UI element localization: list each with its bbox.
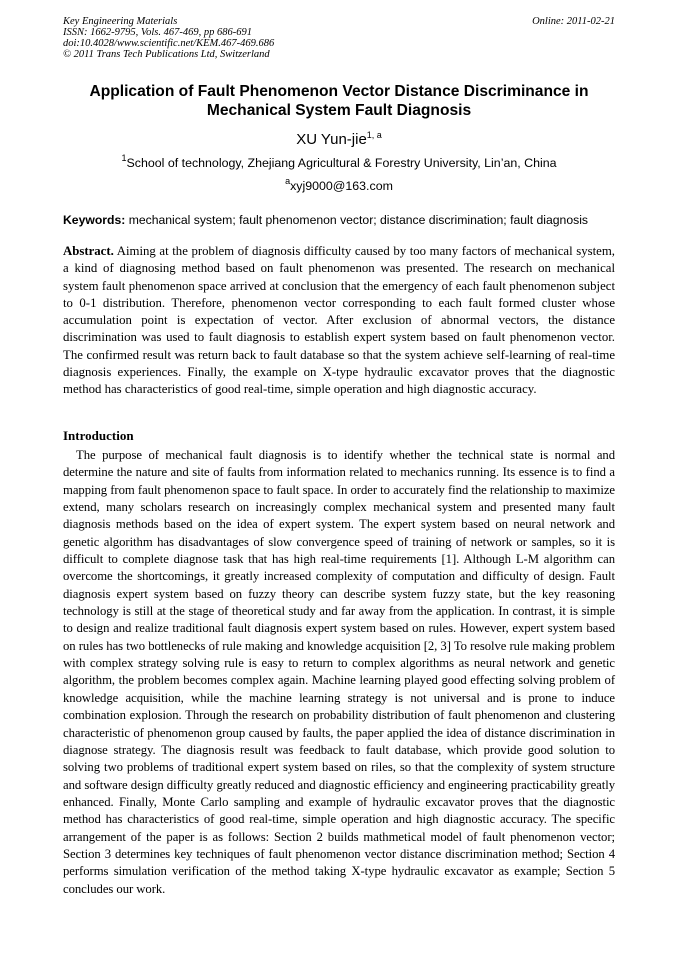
author-line — [63, 131, 615, 149]
keywords-text: mechanical system; fault phenomenon vector; distance discrimination; fault diagnosis — [125, 213, 588, 227]
section-heading-introduction: Introduction — [63, 428, 134, 443]
abstract-label: Abstract. — [63, 244, 114, 258]
affiliation-line — [63, 153, 615, 171]
paper-title: Application of Fault Phenomenon Vector Distance Discriminance in Mechanical System Fault Diagnosis — [89, 83, 589, 119]
email-superscript: a — [285, 176, 291, 186]
copyright-line: © 2011 Trans Tech Publications Ltd, Switzerland — [63, 49, 270, 60]
abstract-paragraph — [63, 243, 615, 399]
abstract-text: Aiming at the problem of diagnosis difficulty caused by too many factors of mechanical system, a kind of diagnosing method based on fault phenomenon was presented. The research on mechanical system fault phenomenon space arrived at conclusion that the emergency of each fault phenomenon subject to 0-1 distribution. Therefore, phenomenon vector corresponding to each fault formed cluster whose accumulation point is expectation of vector. After exclusion of abnormal vectors, the distance discrimination was used to fault diagnosis to establish expert system based on fault phenomenon vector. The confirmed result was return back to fault database so that the system achieve self-learning of real-time diagnosis experiences. Finally, the example on X-type hydraulic excavator proves that the diagnostic method has characteristics of good real-time, simple operation and high diagnostic accuracy. — [63, 244, 615, 397]
journal-header — [63, 16, 615, 60]
doi-line: doi:10.4028/www.scientific.net/KEM.467-469.686 — [63, 38, 275, 49]
header-first-row — [63, 16, 615, 27]
author-superscript: 1, a — [366, 130, 382, 140]
affiliation-superscript: 1 — [121, 153, 127, 163]
email-line — [63, 176, 615, 194]
issn-line: ISSN: 1662-9795, Vols. 467-469, pp 686-691 — [63, 27, 252, 38]
keywords-label: Keywords: — [63, 213, 126, 227]
author-name: XU Yun-jie — [296, 131, 367, 148]
introduction-paragraph: The purpose of mechanical fault diagnosis is to identify whether the technical state is normal and determine the nature and site of faults from information related to mechanics running. Its essence is to find a mapping from fault phenomenon space to fault space. In order to accurately find the relationship to maximize extend, many scholars research on increasingly complex mechanical system and presented many fault diagnosis methods based on the idea of expert system. The expert system based on neural network and genetic algorithm has disadvantages of slow convergence speed of training of network or samples, so it is difficult to complete diagnose task that has high real-time requirements [1]. Although L-M algorithm can overcome the shortcomings, it greatly increased complexity of computation and difficulty of design. Fault diagnosis expert system based on fuzzy theory can describe system fuzzy state, but the key reasoning technology is still at the stage of theoretical study and far away from the application. In contrast, it is simple to design and realize traditional fault diagnosis expert system based on rules. However, expert system based on rules has two bottlenecks of rule making and knowledge acquisition [2, 3] To resolve rule making problem with complex strategy solving rule is easy to return to complex algorithms as neural network and genetic algorithm, the problem becomes complex again. Machine learning played good effecting solving problem of knowledge acquisition, while the machine learning strategy is not universal and is prone to induce combination explosion. Through the research on probability distribution of fault phenomenon and clustering characteristic of phenomenon group caused by faults, the paper applied the idea of distance discrimination in diagnose strategy. The diagnosis result was feedback to fault database, which provide good solution to solving two problems of traditional expert system based on riles, so that the complexity of system structure and software design difficulty greatly reduced and diagnostic efficiency and engineering practicability greatly enhanced. Finally, Monte Carlo sampling and example of hydraulic excavator proves that the diagnostic method has characteristics of good real-time, simple operation and high diagnostic accuracy. The specific arrangement of the paper is as follows: Section 2 builds mathmetical model of fault phenomenon vector; Section 3 determines key techniques of fault phenomenon vector distance discrimination method; Section 4 performs simulation verification of the method taking X-type hydraulic excavator as example; Section 5 concludes our work. — [63, 448, 615, 896]
online-date: Online: 2011-02-21 — [532, 16, 615, 27]
affiliation-text: School of technology, Zhejiang Agricultural & Forestry University, Lin’an, China — [126, 156, 557, 170]
journal-name: Key Engineering Materials — [63, 16, 178, 27]
keywords-line — [63, 213, 615, 228]
email-address[interactable]: xyj9000@163.com — [290, 179, 393, 193]
